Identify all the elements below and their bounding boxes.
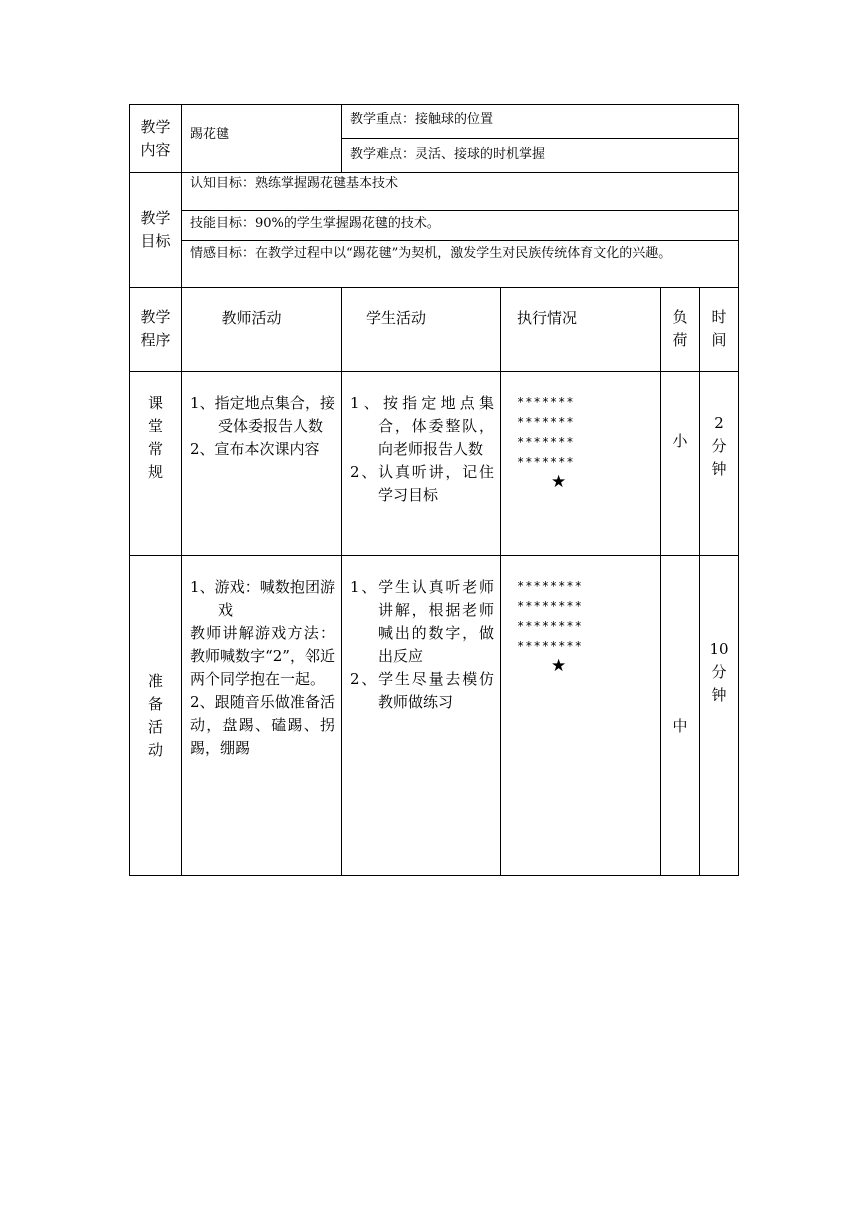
routine-row xyxy=(130,372,739,556)
skill-goal: 技能目标：90%的学生掌握踢花毽的技术。 xyxy=(190,216,440,231)
warmup-load-text: 中 xyxy=(672,717,688,735)
header-time-text: 时 间 xyxy=(711,308,727,349)
content-label xyxy=(130,105,182,173)
routine-stage-text: 课 堂 常 规 xyxy=(147,394,163,481)
subject-name: 踢花毽 xyxy=(190,127,230,142)
routine-time-text: 2 分 钟 xyxy=(711,414,727,478)
goals-label-text: 教学 目标 xyxy=(140,209,171,250)
warmup-formation-cell xyxy=(501,556,661,876)
goals-row-2 xyxy=(130,211,739,241)
header-procedure-text: 教学 程序 xyxy=(140,308,171,349)
header-execution xyxy=(501,288,661,372)
routine-load xyxy=(661,372,700,556)
formation-row: ******** xyxy=(517,599,583,613)
formation-row: ******* xyxy=(517,455,575,469)
routine-time xyxy=(700,372,739,556)
warmup-time-text: 10 分 钟 xyxy=(709,640,729,704)
difficulty: 教学难点：灵活、接球的时机掌握 xyxy=(350,147,546,162)
emotional-goal-cell xyxy=(182,241,739,288)
header-execution-text: 执行情况 xyxy=(517,309,578,327)
routine-formation-cell xyxy=(501,372,661,556)
emotional-goal: 情感目标：在教学过程中以“踢花毽”为契机，激发学生对民族传统体育文化的兴趣。 xyxy=(190,246,672,261)
formation-row: ******* xyxy=(517,395,575,409)
warmup-time xyxy=(700,556,739,876)
header-load-text: 负 荷 xyxy=(672,308,688,349)
goals-label xyxy=(130,173,182,288)
header-row xyxy=(130,288,739,372)
lesson-plan-table xyxy=(129,104,739,876)
formation-row: ******** xyxy=(517,579,583,593)
routine-teacher-item: 2、宣布本次课内容 xyxy=(190,440,320,458)
routine-student-item: 2、认真听讲，记住学习目标 xyxy=(350,463,495,504)
header-time xyxy=(700,288,739,372)
warmup-row xyxy=(130,556,739,876)
routine-load-text: 小 xyxy=(672,432,688,450)
goals-row-3 xyxy=(130,241,739,288)
header-student-text: 学生活动 xyxy=(366,309,427,327)
warmup-student-item: 1、学生认真听老师讲解，根据老师喊出的数字，做出反应 xyxy=(350,578,495,665)
warmup-student-item: 2、学生尽量去模仿教师做练习 xyxy=(350,670,495,711)
routine-student-item: 1、按指定地点集合，体委整队，向老师报告人数 xyxy=(350,394,495,458)
goals-row xyxy=(130,173,739,211)
skill-goal-cell xyxy=(182,211,739,241)
header-teacher xyxy=(182,288,342,372)
key-point-cell xyxy=(342,105,739,139)
content-row xyxy=(130,105,739,139)
warmup-teacher-item: 1、游戏：喊数抱团游戏 xyxy=(190,578,336,619)
routine-student-cell xyxy=(342,372,501,556)
routine-teacher-item: 1、指定地点集合，接受体委报告人数 xyxy=(190,394,336,435)
routine-teacher-cell xyxy=(182,372,342,556)
routine-stage xyxy=(130,372,182,556)
content-label-text: 教学 内容 xyxy=(140,117,171,159)
header-load xyxy=(661,288,700,372)
warmup-teacher-note: 教师讲解游戏方法：教师喊数字“2”，邻近两个同学抱在一起。 xyxy=(190,624,336,688)
teacher-position-icon: ★ xyxy=(551,656,568,676)
cognitive-goal: 认知目标：熟练掌握踢花毽基本技术 xyxy=(190,176,399,191)
header-student xyxy=(342,288,501,372)
warmup-teacher-item: 2、跟随音乐做准备活动，盘踢、磕踢、拐踢，绷踢 xyxy=(190,693,336,757)
warmup-teacher-cell xyxy=(182,556,342,876)
header-procedure xyxy=(130,288,182,372)
warmup-load xyxy=(661,556,700,876)
teacher-position-icon: ★ xyxy=(551,472,568,492)
key-point: 教学重点：接触球的位置 xyxy=(350,112,494,127)
warmup-student-cell xyxy=(342,556,501,876)
warmup-stage xyxy=(130,556,182,876)
subject-cell xyxy=(182,105,342,173)
formation-row: ******** xyxy=(517,639,583,653)
formation-row: ******* xyxy=(517,415,575,429)
header-teacher-text: 教师活动 xyxy=(221,309,282,327)
formation-row: ******* xyxy=(517,435,575,449)
formation-row: ******** xyxy=(517,619,583,633)
difficulty-cell xyxy=(342,139,739,173)
cognitive-goal-cell xyxy=(182,173,739,211)
warmup-stage-text: 准 备 活 动 xyxy=(147,671,163,759)
